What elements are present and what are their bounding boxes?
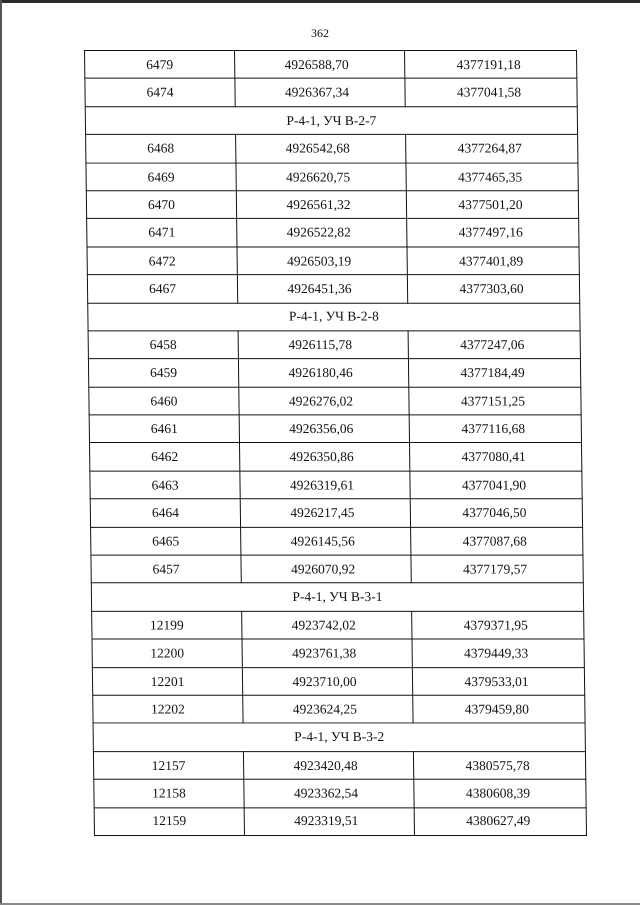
table-row bbox=[87, 219, 579, 247]
point-number-cell: 12200 bbox=[92, 639, 242, 667]
table-row bbox=[86, 163, 578, 191]
coordinate-y-cell: 4379371,95 bbox=[412, 611, 584, 639]
table-row bbox=[89, 415, 581, 443]
coordinate-y-cell: 4377184,49 bbox=[408, 359, 580, 387]
coordinate-y-cell: 4377303,60 bbox=[407, 275, 579, 303]
coordinate-y-cell: 4377501,20 bbox=[406, 191, 578, 219]
table-row bbox=[89, 443, 581, 471]
point-number-cell: 6462 bbox=[89, 443, 239, 471]
table-row bbox=[86, 191, 578, 219]
coordinate-y-cell: 4377191,18 bbox=[405, 50, 577, 78]
point-number-cell: 6468 bbox=[86, 135, 236, 163]
table-row bbox=[90, 471, 582, 499]
coordinate-y-cell: 4377116,68 bbox=[409, 415, 581, 443]
point-number-cell: 6463 bbox=[90, 471, 240, 499]
section-header-row bbox=[91, 583, 583, 611]
coordinate-y-cell: 4377264,87 bbox=[406, 135, 578, 163]
coordinate-x-cell: 4923761,38 bbox=[242, 639, 412, 667]
point-number-cell: 6472 bbox=[87, 247, 237, 275]
coordinate-y-cell: 4380575,78 bbox=[413, 751, 585, 779]
coordinate-x-cell: 4926588,70 bbox=[235, 50, 405, 78]
coordinate-y-cell: 4377080,41 bbox=[409, 443, 581, 471]
section-title: Р-4-1, УЧ В-3-1 bbox=[91, 583, 583, 611]
point-number-cell: 6469 bbox=[86, 163, 236, 191]
coordinate-y-cell: 4377497,16 bbox=[407, 219, 579, 247]
point-number-cell: 6479 bbox=[85, 50, 235, 78]
page-number: 362 bbox=[311, 26, 329, 40]
coordinate-x-cell: 4926180,46 bbox=[238, 359, 408, 387]
coordinate-x-cell: 4926319,61 bbox=[240, 471, 410, 499]
coordinate-y-cell: 4377046,50 bbox=[410, 499, 582, 527]
point-number-cell: 12158 bbox=[94, 779, 244, 807]
section-header-row bbox=[93, 723, 585, 751]
point-number-cell: 6461 bbox=[89, 415, 239, 443]
coordinate-y-cell: 4377465,35 bbox=[406, 163, 578, 191]
point-number-cell: 6467 bbox=[87, 275, 237, 303]
coordinate-x-cell: 4926276,02 bbox=[239, 387, 409, 415]
coordinates-table bbox=[84, 50, 587, 836]
table-row bbox=[86, 135, 578, 163]
coordinate-x-cell: 4923362,54 bbox=[244, 779, 414, 807]
table-row bbox=[92, 667, 584, 695]
coordinate-y-cell: 4380608,39 bbox=[414, 779, 586, 807]
point-number-cell: 12199 bbox=[92, 611, 242, 639]
coordinate-x-cell: 4926115,78 bbox=[238, 331, 408, 359]
coordinate-y-cell: 4379449,33 bbox=[412, 639, 584, 667]
coordinate-x-cell: 4926070,92 bbox=[241, 555, 411, 583]
coordinate-x-cell: 4926367,34 bbox=[235, 79, 405, 107]
point-number-cell: 6459 bbox=[88, 359, 238, 387]
scan-border-top bbox=[0, 0, 640, 3]
section-header-row bbox=[85, 107, 577, 135]
table-row bbox=[91, 555, 583, 583]
point-number-cell: 6471 bbox=[87, 219, 237, 247]
coordinate-y-cell: 4377087,68 bbox=[411, 527, 583, 555]
coordinate-y-cell: 4379459,80 bbox=[413, 695, 585, 723]
coordinate-x-cell: 4923319,51 bbox=[244, 807, 414, 835]
coordinate-x-cell: 4926561,32 bbox=[236, 191, 406, 219]
coordinate-x-cell: 4926522,82 bbox=[237, 219, 407, 247]
coordinate-x-cell: 4926350,86 bbox=[239, 443, 409, 471]
coordinate-x-cell: 4926451,36 bbox=[237, 275, 407, 303]
section-title: Р-4-1, УЧ В-2-7 bbox=[85, 107, 577, 135]
table-row bbox=[88, 359, 580, 387]
coordinate-y-cell: 4377151,25 bbox=[409, 387, 581, 415]
coordinate-x-cell: 4926145,56 bbox=[241, 527, 411, 555]
table-row bbox=[92, 639, 584, 667]
table-row bbox=[93, 695, 585, 723]
section-title: Р-4-1, УЧ В-3-2 bbox=[93, 723, 585, 751]
coordinate-x-cell: 4923420,48 bbox=[243, 751, 413, 779]
point-number-cell: 12201 bbox=[92, 667, 242, 695]
coordinate-x-cell: 4926620,75 bbox=[236, 163, 406, 191]
coordinate-x-cell: 4923742,02 bbox=[242, 611, 412, 639]
table-row bbox=[85, 50, 577, 78]
table-row bbox=[90, 499, 582, 527]
coordinate-y-cell: 4377179,57 bbox=[411, 555, 583, 583]
coordinate-y-cell: 4380627,49 bbox=[414, 807, 586, 835]
coordinates-table-body bbox=[85, 50, 587, 835]
table-row bbox=[94, 807, 586, 835]
table-row bbox=[94, 779, 586, 807]
point-number-cell: 6470 bbox=[86, 191, 236, 219]
table-row bbox=[91, 527, 583, 555]
table-row bbox=[92, 611, 584, 639]
section-header-row bbox=[88, 303, 580, 331]
table-row bbox=[87, 247, 579, 275]
coordinate-y-cell: 4377401,89 bbox=[407, 247, 579, 275]
point-number-cell: 6457 bbox=[91, 555, 241, 583]
table-row bbox=[85, 79, 577, 107]
point-number-cell: 6474 bbox=[85, 79, 235, 107]
coordinate-y-cell: 4377041,58 bbox=[405, 79, 577, 107]
point-number-cell: 12202 bbox=[93, 695, 243, 723]
coordinate-x-cell: 4926503,19 bbox=[237, 247, 407, 275]
table-row bbox=[87, 275, 579, 303]
coordinate-y-cell: 4377247,06 bbox=[408, 331, 580, 359]
table-row bbox=[93, 751, 585, 779]
point-number-cell: 6460 bbox=[89, 387, 239, 415]
point-number-cell: 12159 bbox=[94, 807, 244, 835]
point-number-cell: 6464 bbox=[90, 499, 240, 527]
point-number-cell: 6465 bbox=[91, 527, 241, 555]
coordinate-x-cell: 4923710,00 bbox=[242, 667, 412, 695]
point-number-cell: 12157 bbox=[93, 751, 243, 779]
table-row bbox=[88, 331, 580, 359]
coordinate-x-cell: 4926542,68 bbox=[236, 135, 406, 163]
coordinate-x-cell: 4923624,25 bbox=[243, 695, 413, 723]
table-row bbox=[89, 387, 581, 415]
section-title: Р-4-1, УЧ В-2-8 bbox=[88, 303, 580, 331]
scan-border-left bbox=[0, 0, 2, 905]
coordinate-x-cell: 4926356,06 bbox=[239, 415, 409, 443]
coordinate-x-cell: 4926217,45 bbox=[240, 499, 410, 527]
coordinate-y-cell: 4377041,90 bbox=[410, 471, 582, 499]
coordinate-y-cell: 4379533,01 bbox=[412, 667, 584, 695]
point-number-cell: 6458 bbox=[88, 331, 238, 359]
